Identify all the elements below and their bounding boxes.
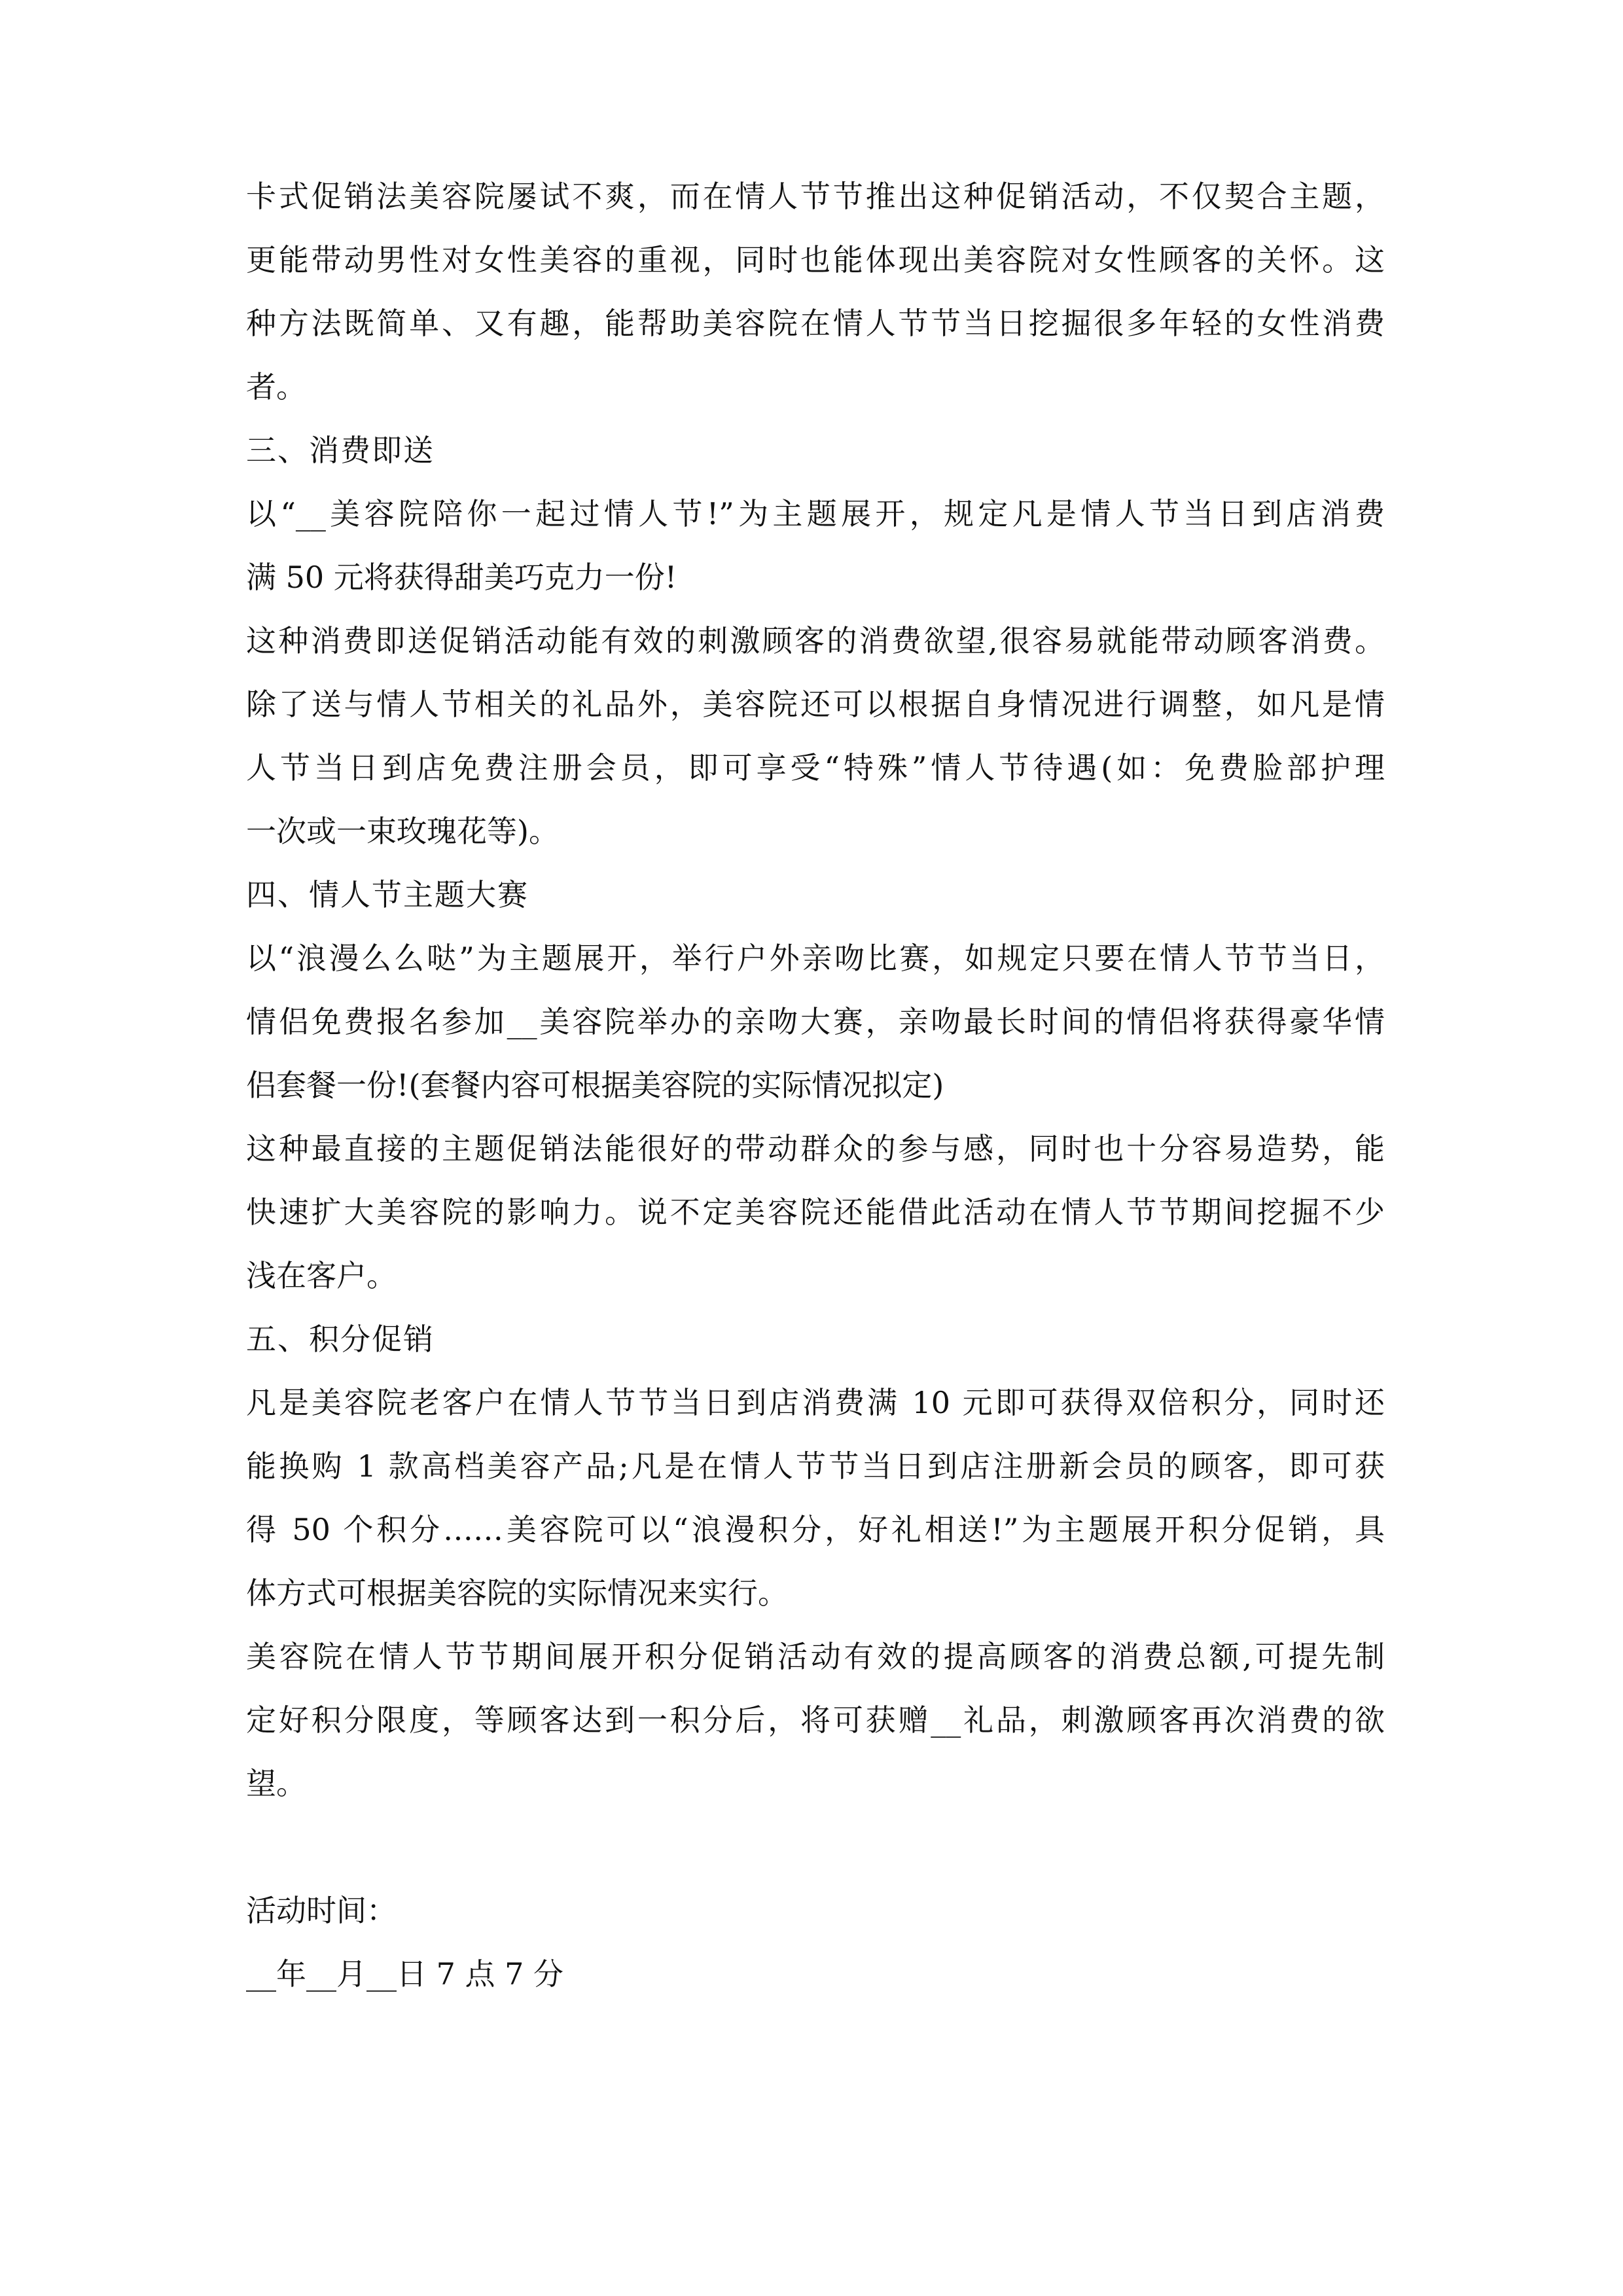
text-line: 情侣免费报名参加__美容院举办的亲吻大赛，亲吻最长时间的情侣将获得豪华情 [246, 1004, 1385, 1039]
text-line: 凡是美容院老客户在情人节节当日到店消费满 10 元即可获得双倍积分，同时还 [246, 1385, 1385, 1420]
text-line: 人节当日到店免费注册会员，即可享受“特殊”情人节待遇(如：免费脸部护理 [246, 750, 1385, 785]
activity-time-label: 活动时间： [246, 1893, 397, 1928]
text-line: 定好积分限度，等顾客达到一积分后，将可获赠__礼品，刺激顾客再次消费的欲 [246, 1702, 1385, 1738]
text-line: 美容院在情人节节期间展开积分促销活动有效的提高顾客的消费总额,可提先制 [246, 1639, 1385, 1674]
text-line: 以“__美容院陪你一起过情人节!”为主题展开，规定凡是情人节当日到店消费 [246, 496, 1385, 531]
text-line: 浅在客户。 [246, 1258, 397, 1293]
text-line: 以“浪漫么么哒”为主题展开，举行户外亲吻比赛，如规定只要在情人节节当日， [246, 941, 1385, 976]
text-line: 望。 [246, 1766, 306, 1801]
text-line: 一次或一束玫瑰花等)。 [246, 814, 559, 849]
paragraph-card-promotion [246, 165, 1385, 419]
text-line: 这种最直接的主题促销法能很好的带动群众的参与感，同时也十分容易造势，能 [246, 1131, 1385, 1166]
section-heading-points-promotion: 五、积分促销 [246, 1321, 435, 1357]
document-body [246, 165, 1385, 2006]
paragraph-theme-contest-rule [246, 927, 1385, 1117]
text-line: 卡式促销法美容院屡试不爽，而在情人节节推出这种促销活动，不仅契合主题， [246, 179, 1385, 214]
text-line: 能换购 1 款高档美容产品;凡是在情人节节当日到店注册新会员的顾客，即可获 [246, 1448, 1385, 1484]
text-line: 满 50 元将获得甜美巧克力一份! [246, 560, 677, 595]
paragraph-points-rule [246, 1371, 1385, 1625]
text-line: 更能带动男性对女性美容的重视，同时也能体现出美容院对女性顾客的关怀。这 [246, 242, 1385, 278]
section-heading-consume-gift: 三、消费即送 [246, 433, 435, 468]
text-line: 快速扩大美容院的影响力。说不定美容院还能借此活动在情人节节期间挖掘不少 [246, 1194, 1385, 1230]
text-line: 者。 [246, 369, 306, 404]
paragraph-consume-gift-effect [246, 609, 1385, 863]
text-line: 侣套餐一份!(套餐内容可根据美容院的实际情况拟定) [246, 1067, 944, 1103]
paragraph-theme-contest-effect [246, 1117, 1385, 1308]
text-line: 种方法既简单、又有趣，能帮助美容院在情人节节当日挖掘很多年轻的女性消费 [246, 306, 1385, 341]
text-line: 这种消费即送促销活动能有效的刺激顾客的消费欲望,很容易就能带动顾客消费。 [246, 623, 1385, 658]
text-line: 除了送与情人节相关的礼品外，美容院还可以根据自身情况进行调整，如凡是情 [246, 687, 1385, 722]
paragraph-consume-gift-rule [246, 482, 1385, 609]
activity-time-value: __年__月__日 7 点 7 分 [246, 1956, 564, 1992]
section-heading-theme-contest: 四、情人节主题大赛 [246, 877, 529, 912]
paragraph-points-effect [246, 1625, 1385, 1816]
text-line: 体方式可根据美容院的实际情况来实行。 [246, 1575, 788, 1611]
blank-line [246, 1816, 1385, 1879]
text-line: 得 50 个积分……美容院可以“浪漫积分，好礼相送!”为主题展开积分促销，具 [246, 1512, 1385, 1547]
